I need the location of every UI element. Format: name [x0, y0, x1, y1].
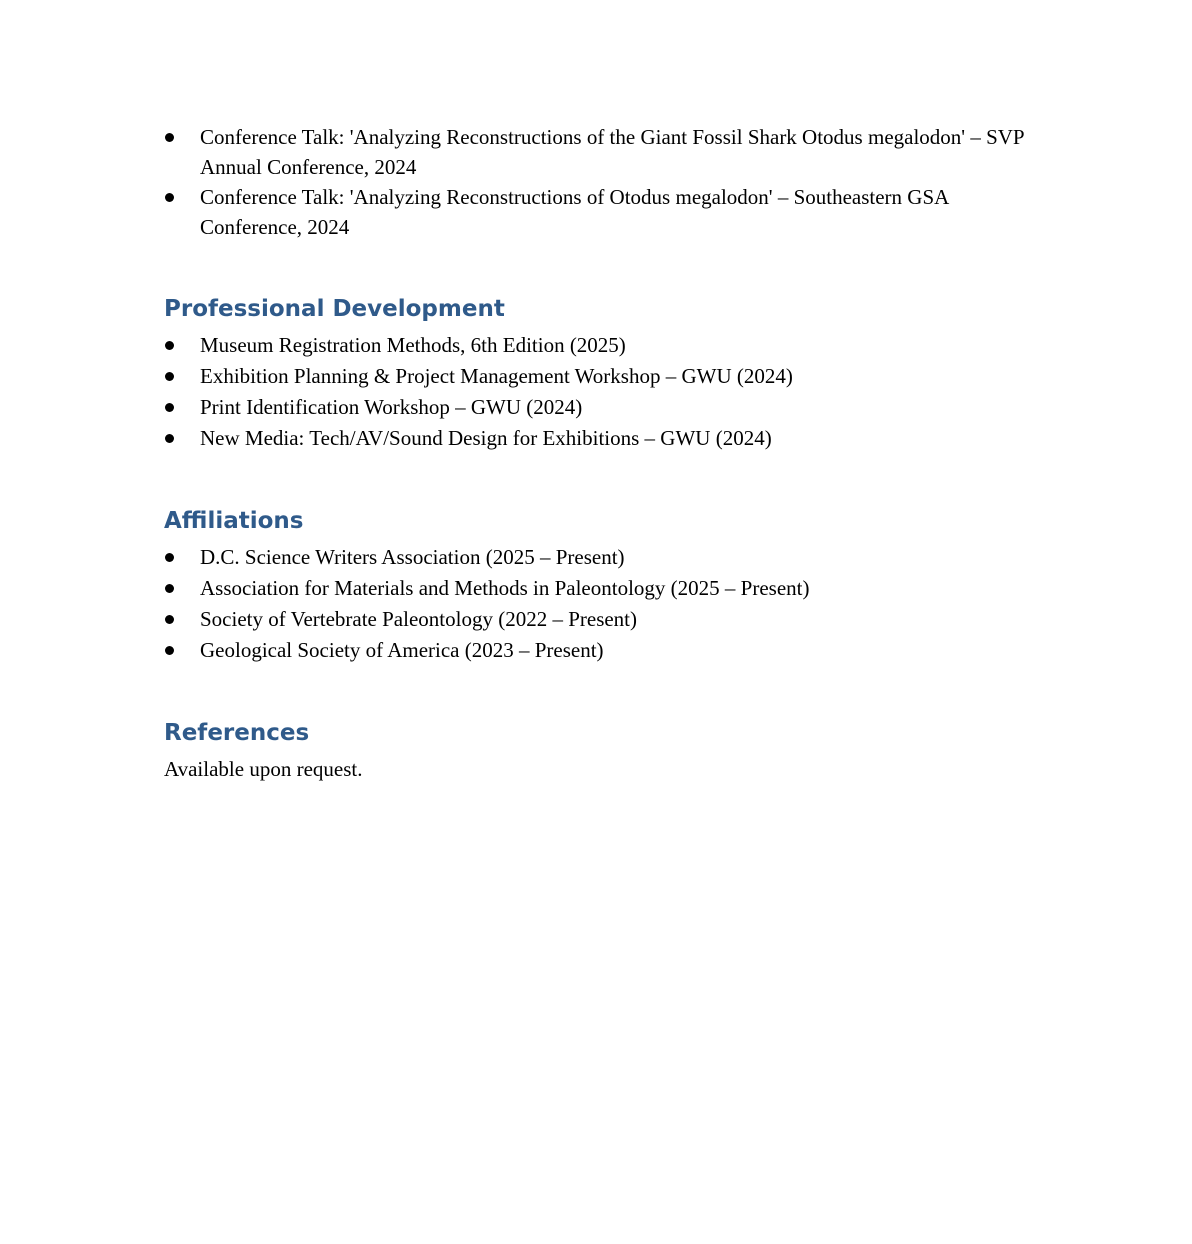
list-item-text: Society of Vertebrate Paleontology (2022 – Present) [200, 607, 638, 631]
section-heading: References [164, 720, 310, 746]
list-item [164, 392, 1034, 423]
list-item [164, 182, 1034, 242]
bullet-icon [165, 553, 174, 562]
references-section [164, 718, 1034, 784]
list-item [164, 635, 1034, 666]
bullet-icon [165, 615, 174, 624]
list-item [164, 604, 1034, 635]
list-item-text: D.C. Science Writers Association (2025 – Present) [200, 545, 625, 569]
list-item [164, 573, 1034, 604]
list-item-text: Museum Registration Methods, 6th Edition (2025) [200, 333, 626, 357]
list-item-text: Geological Society of America (2023 – Present) [200, 638, 604, 662]
bullet-icon [165, 584, 174, 593]
professional-development-section [164, 294, 1034, 454]
bullet-icon [165, 372, 174, 381]
section-heading: Professional Development [164, 296, 505, 322]
list-item [164, 423, 1034, 454]
document-content [164, 122, 1034, 784]
bullet-icon [165, 193, 174, 202]
list-item [164, 330, 1034, 361]
affiliations-list [164, 542, 1034, 666]
list-item-text: Conference Talk: 'Analyzing Reconstructions of the Giant Fossil Shark Otodus megalodon' – SVP Annual Conference, 2024 [200, 125, 1024, 179]
list-item-text: Exhibition Planning & Project Management Workshop – GWU (2024) [200, 364, 793, 388]
bullet-icon [165, 341, 174, 350]
list-item-text: Conference Talk: 'Analyzing Reconstructions of Otodus megalodon' – Southeastern GSA Conference, 2024 [200, 185, 949, 239]
presentations-list [164, 122, 1034, 242]
list-item-text: New Media: Tech/AV/Sound Design for Exhibitions – GWU (2024) [200, 426, 772, 450]
list-item [164, 361, 1034, 392]
list-item [164, 542, 1034, 573]
professional-development-list [164, 330, 1034, 454]
list-item [164, 122, 1034, 182]
bullet-icon [165, 646, 174, 655]
references-text: Available upon request. [164, 757, 363, 781]
list-item-text: Association for Materials and Methods in Paleontology (2025 – Present) [200, 576, 810, 600]
bullet-icon [165, 403, 174, 412]
section-heading: Affiliations [164, 508, 304, 534]
bullet-icon [165, 133, 174, 142]
list-item-text: Print Identification Workshop – GWU (2024) [200, 395, 583, 419]
bullet-icon [165, 434, 174, 443]
affiliations-section [164, 506, 1034, 666]
